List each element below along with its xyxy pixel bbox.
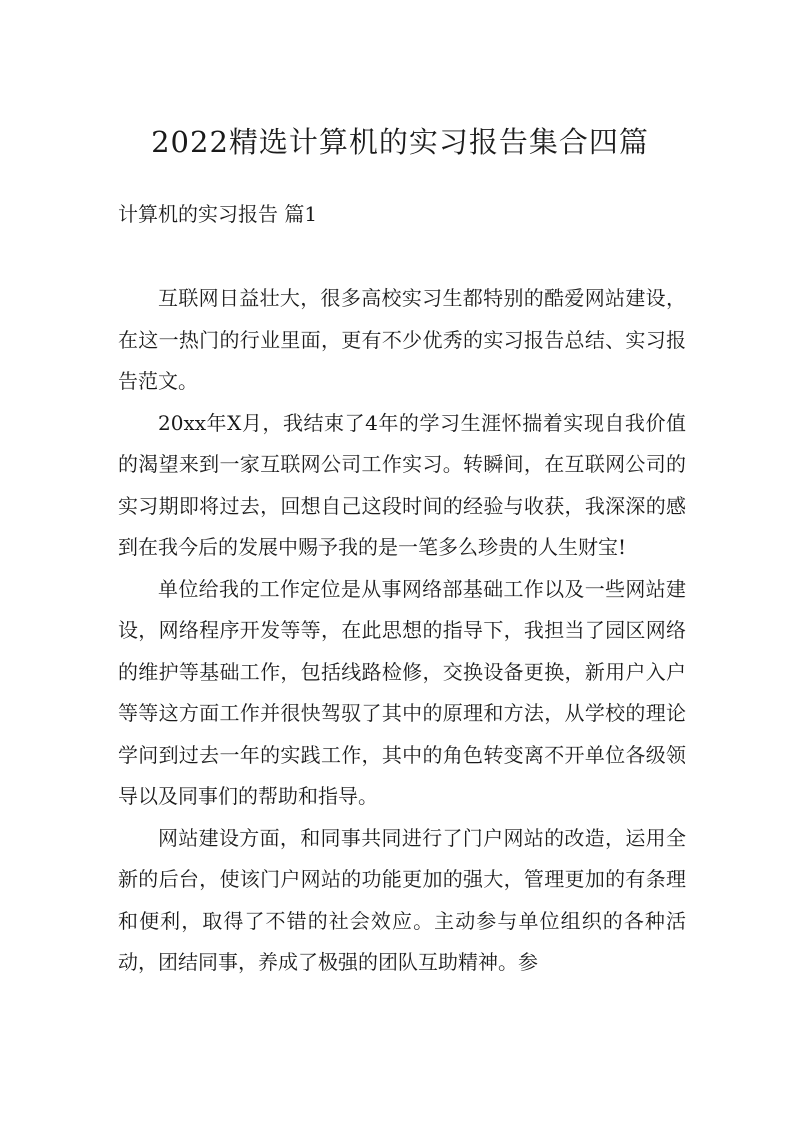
paragraph-1: 互联网日益壮大，很多高校实习生都特别的酷爱网站建设，在这一热门的行业里面，更有不少优秀的实习报告总结、实习报告范文。: [118, 286, 686, 393]
paragraph-2: 20xx年X月，我结束了4年的学习生涯怀揣着实现自我价值的渴望来到一家互联网公司工作实习。转瞬间，在互联网公司的实习期即将过去，回想自己这段时间的经验与收获，我深深的感到在我今后的发展中赐予我的是一笔多么珍贵的人生财宝!: [118, 410, 686, 559]
document-body: [118, 278, 686, 984]
document-title: 2022精选计算机的实习报告集合四篇: [151, 125, 649, 159]
section-heading: 计算机的实习报告 篇1: [118, 202, 318, 226]
paragraph-3: 单位给我的工作定位是从事网络部基础工作以及一些网站建设，网络程序开发等等，在此思想的指导下，我担当了园区网络的维护等基础工作，包括线路检修，交换设备更换，新用户入户等等这方面工作并很快驾驭了其中的原理和方法，从学校的理论学问到过去一年的实践工作，其中的角色转变离不开单位各级领导以及同事们的帮助和指导。: [118, 576, 686, 808]
paragraph-4: 网站建设方面，和同事共同进行了门户网站的改造，运用全新的后台，使该门户网站的功能更加的强大，管理更加的有条理和便利，取得了不错的社会效应。主动参与单位组织的各种活动，团结同事，养成了极强的团队互助精神。参: [118, 825, 686, 974]
